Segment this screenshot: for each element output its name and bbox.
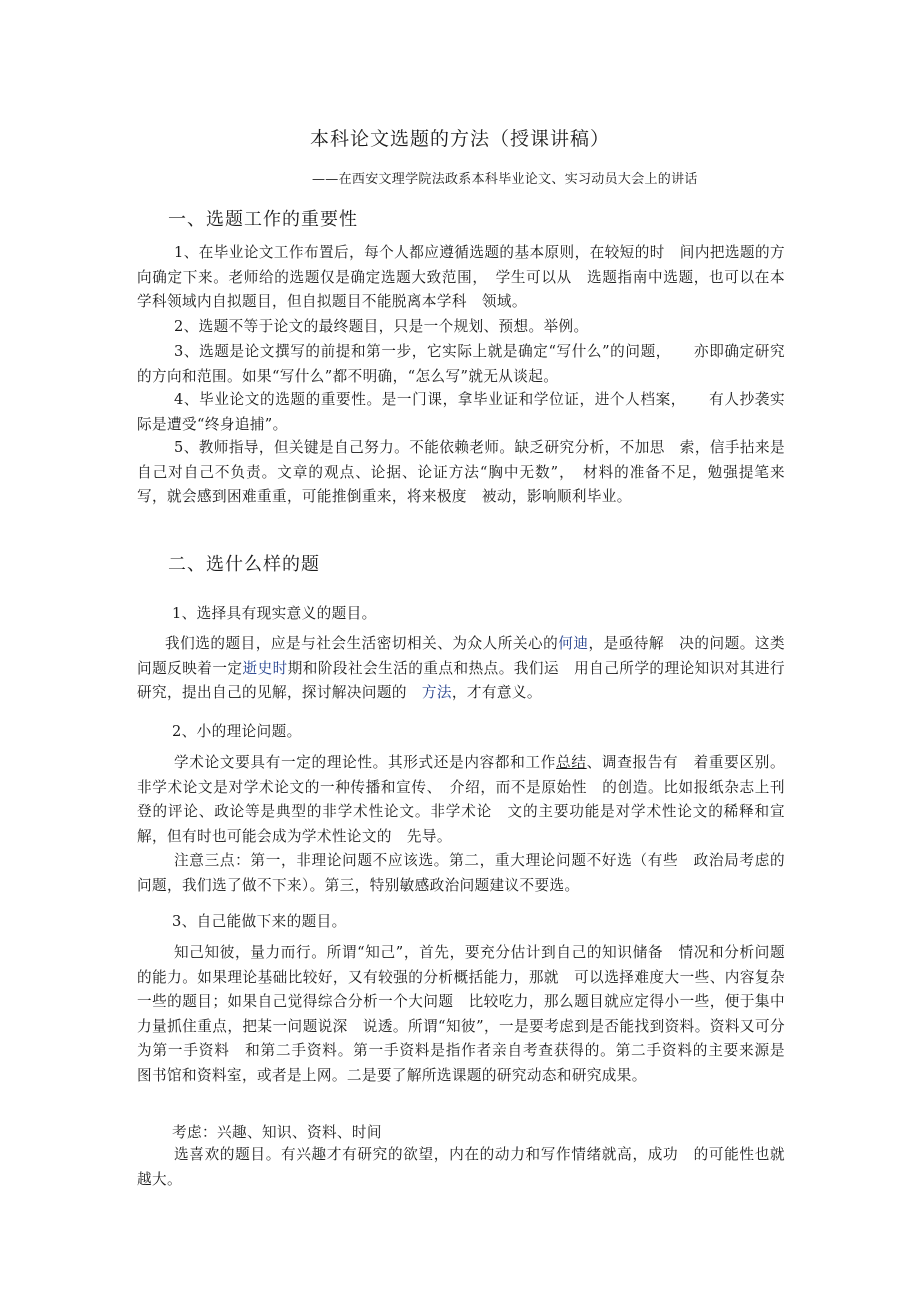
- document-subtitle: ——在西安文理学院法政系本科毕业论文、实习动员大会上的讲话: [312, 172, 698, 187]
- text-link[interactable]: 逝史时: [242, 659, 288, 677]
- text-link[interactable]: 方法: [421, 684, 452, 701]
- underlined-text: 总结: [556, 754, 587, 771]
- considerations-line: 考虑：兴趣、知识、资料、时间: [172, 1124, 382, 1141]
- paragraph-2-1: 我们选的题目，应是与社会生活密切相关、为众人所关心的何迪，是亟待解 决的问题。这类问题反映着一定逝史时期和阶段社会生活的重点和热点。我们运 用自己所学的理论知识对其进行研究，提出自己的见解，探讨解决问题的 方法，才有意义。: [137, 635, 785, 701]
- paragraph-1-2: 2、选题不等于论文的最终题目，只是一个规划、预想。举例。: [174, 318, 589, 335]
- paragraph-2-2: 学术论文要具有一定的理论性。其形式还是内容都和工作总结、调查报告有 着重要区别。非学术论文是对学术论文的一种传播和宣传、 介绍，而不是原始性 的创造。比如报纸杂志上刊登的评论、政论等是典型的非学术性论文。非学术论 文的主要功能是对学术性论文的稀释和宣解，但有时也可能会成为学术性论文的 先导。: [137, 754, 785, 845]
- subheading-feasible-topic: 3、自己能做下来的题目。: [172, 913, 347, 930]
- text-link[interactable]: 何迪: [558, 635, 589, 652]
- section-heading-what-topic: 二、选什么样的题: [168, 554, 320, 575]
- document-title: 本科论文选题的方法（授课讲稿）: [309, 128, 610, 150]
- subheading-small-theory: 2、小的理论问题。: [172, 723, 302, 740]
- subheading-realistic-topic: 1、选择具有现实意义的题目。: [172, 605, 377, 622]
- paragraph-1-1: 1、在毕业论文工作布置后，每个人都应遵循选题的基本原则，在较短的时 间内把选题的方向确定下来。老师给的选题仅是确定选题大致范围， 学生可以从 选题指南中选题，也可以在本学科领域内自拟题目，但自拟题目不能脱离本学科 领域。: [137, 244, 785, 310]
- paragraph-2-4: 知己知彼，量力而行。所谓“知己”，首先，要充分估计到自己的知识储备 情况和分析问题的能力。如果理论基础比较好，又有较强的分析概括能力，那就 可以选择难度大一些、内容复杂一些的题目；如果自己觉得综合分析一个大问题 比较吃力，那么题目就应定得小一些，便于集中力量抓住重点，把某一问题说深 说透。所谓“知彼”，一是要考虑到是否能找到资料。资料又可分为第一手资料 和第二手资料。第一手资料是指作者亲自考查获得的。第二手资料的主要来源是 图书馆和资料室，或者是上网。二是要了解所选课题的研究动态和研究成果。: [137, 944, 800, 1084]
- paragraph-2-5: 选喜欢的题目。有兴趣才有研究的欲望，内在的动力和写作情绪就高，成功 的可能性也就越大。: [137, 1146, 785, 1188]
- paragraph-1-4: 4、毕业论文的选题的重要性。是一门课，拿毕业证和学位证，进个人档案， 有人抄袭实际是遭受“终身追捕”。: [137, 391, 785, 433]
- paragraph-1-5: 5、教师指导，但关键是自己努力。不能依赖老师。缺乏研究分析，不加思 索，信手拈来是自己对自己不负责。文章的观点、论据、论证方法“胸中无数”， 材料的准备不足，勉强提笔来写，就会感到困难重重，可能推倒重来，将来极度 被动，影响顺利毕业。: [137, 439, 785, 505]
- paragraph-1-3: 3、选题是论文撰写的前提和第一步，它实际上就是确定“写什么”的问题， 亦即确定研究的方向和范围。如果“写什么”都不明确，“怎么写”就无从谈起。: [137, 343, 785, 385]
- section-heading-importance: 一、选题工作的重要性: [168, 209, 358, 230]
- paragraph-2-3: 注意三点：第一，非理论问题不应该选。第二，重大理论问题不好选（有些 政治局考虑的问题，我们选了做不下来）。第三，特别敏感政治问题建议不要选。: [137, 852, 785, 894]
